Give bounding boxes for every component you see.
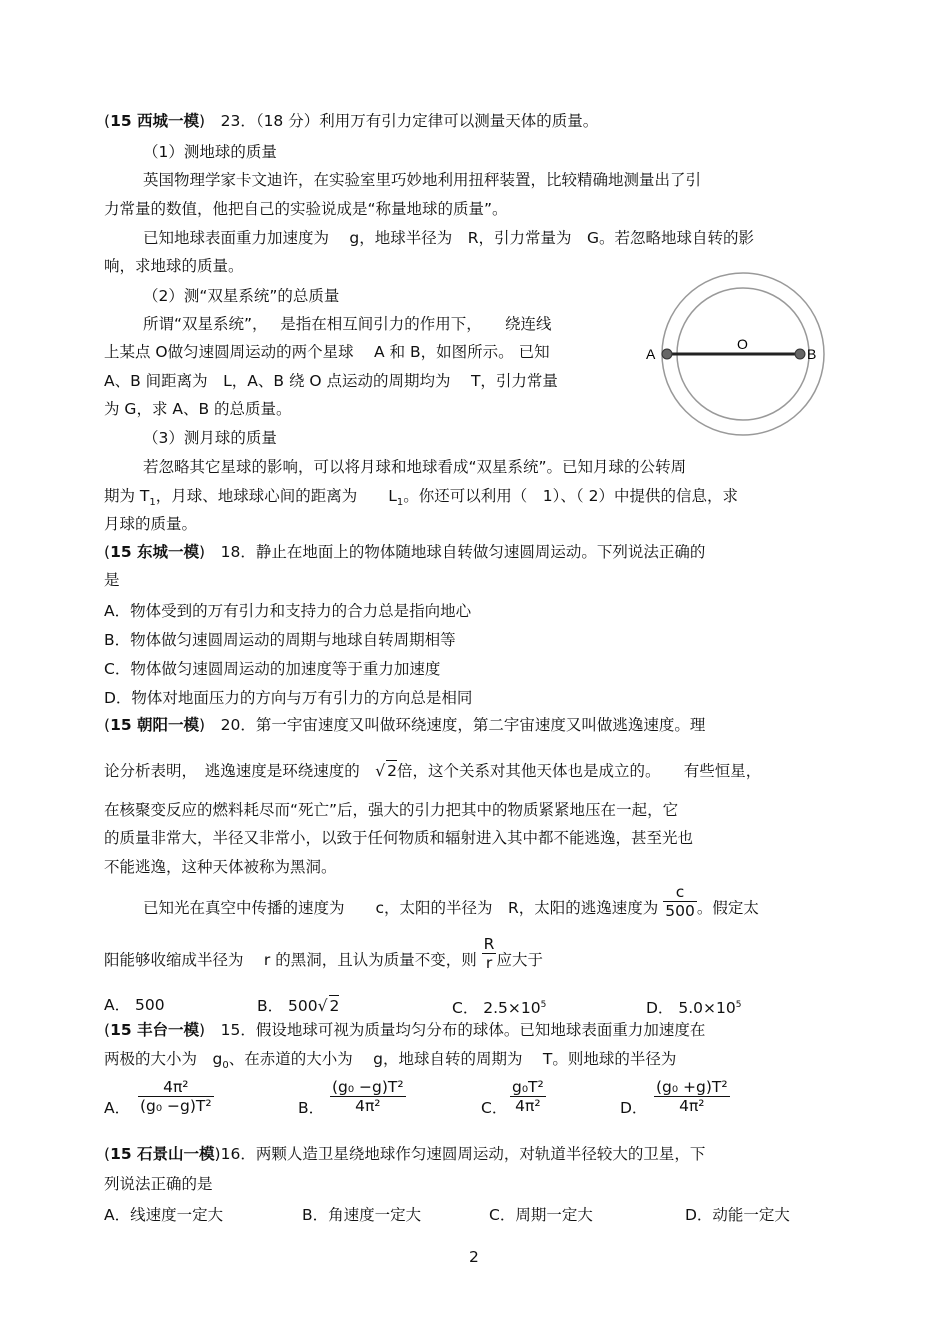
q15-frac-a-den: (g₀ −g)T² [140, 1097, 212, 1115]
q20-line6-b: 。假定太 [696, 899, 759, 917]
binary-star-figure [640, 270, 840, 440]
q15-frac-d-den: 4π² [679, 1097, 705, 1115]
q20-opt-c-text: C． 2.5 [452, 999, 508, 1018]
q15-line2-sub: 0 [222, 1060, 229, 1072]
q20-line4: 的质量非常大，半径又非常小，以致于任何物质和辐射进入其中都不能逃逸，甚至光也 [104, 829, 694, 847]
center-point-o [742, 353, 744, 355]
fraction-c-over-500 [663, 883, 697, 920]
q16-option-d: D．动能一定大 [685, 1206, 790, 1224]
q16-header: (15 石景山一模)16．两颗人造卫星绕地球作匀速圆周运动，对轨道半径较大的卫星，下 [104, 1145, 706, 1163]
q20-option-b: B． 500√ 2 [257, 997, 340, 1015]
q20-line3: 在核聚变反应的燃料耗尽而“死亡”后，强大的引力把其中的物质紧紧地压在一起，它 [104, 801, 679, 819]
q20-opt-b-text: B． 500 [257, 997, 318, 1015]
q20-option-d [646, 995, 741, 1018]
q18-head: 18．静止在地面上的物体随地球自转做匀速圆周运动。下列说法正确的 [220, 543, 706, 561]
frac2-denominator: r [485, 954, 493, 972]
q20-opt-d-text: D． 5.0 [646, 999, 704, 1018]
q23-part1-line4: 响，求地球的质量。 [104, 257, 244, 275]
q16-option-b: B．角速度一定大 [302, 1206, 422, 1224]
q23-part3-title: （3）测月球的质量 [143, 429, 277, 447]
q23-p3-text-a: 期为 T [104, 487, 150, 505]
q23-p3-sub2: 1 [396, 497, 404, 509]
q15-option-d-label: D． [620, 1099, 648, 1117]
q20-option-a: A． 500 [104, 996, 165, 1014]
label-b: B [807, 346, 817, 362]
q20-header: (15 朝阳一模) 20．第一宇宙速度又叫做环绕速度，第二宇宙速度又叫做逃逸速度。理 [104, 716, 706, 734]
q20-line2: 论分析表明， 逃逸速度是环绕速度的 √ 2倍，这个关系对其他天体也是成立的。 有些恒星， [104, 762, 762, 780]
frac1-denominator: 500 [665, 902, 695, 920]
q15-frac-b-den: 4π² [355, 1097, 381, 1115]
q15-frac-c-den: 4π² [515, 1097, 541, 1115]
q20-line7 [104, 935, 543, 972]
q20-line6-a: 已知光在真空中传播的速度为 c，太阳的半径为 R，太阳的逃逸速度为 [143, 899, 659, 917]
q15-head: 15．假设地球可视为质量均匀分布的球体。已知地球表面重力加速度在 [220, 1021, 706, 1039]
q20-option-c [452, 995, 546, 1018]
q20-opt-d-times: ×10 [703, 999, 736, 1018]
q15-option-b [330, 1078, 406, 1115]
q15-option-a [138, 1078, 214, 1115]
q18-option-c: C．物体做匀速圆周运动的加速度等于重力加速度 [104, 660, 441, 678]
frac1-numerator: c [663, 883, 697, 902]
q18-head2: 是 [104, 571, 120, 589]
fraction-r-ratio [482, 935, 497, 972]
q23-p3-text-b: ，月球、地球球心间的距离为 L [155, 487, 397, 505]
q20-line7-a: 阳能够收缩成半径为 r 的黑洞，且认为质量不变，则 [104, 951, 477, 969]
star-a [662, 349, 672, 359]
q23-source: 15 西城一模 [110, 112, 200, 130]
q23-part1-line3: 已知地球表面重力加速度为 g，地球半径为 R，引力常量为 G。若忽略地球自转的影 [143, 229, 755, 247]
q20-line6 [143, 883, 759, 920]
q15-line2-a: 两极的大小为 g [104, 1050, 223, 1068]
q15-frac-b-num: (g₀ −g)T² [332, 1078, 404, 1096]
star-b [795, 349, 805, 359]
label-a: A [646, 346, 656, 362]
q15-option-c [510, 1078, 546, 1115]
q15-frac-c [510, 1078, 546, 1115]
q23-p3-text-c: 。你还可以利用（ 1）、（ 2）中提供的信息，求 [403, 487, 738, 505]
q15-line2-b: 、在赤道的大小为 g，地球自转的周期为 T。则地球的半径为 [228, 1050, 677, 1068]
q20-opt-c-exp: 5 [540, 1000, 547, 1010]
q23-part2-line1: 所谓“双星系统”， 是指在相互间引力的作用下， 绕连线 [143, 315, 552, 333]
q16-line2: 列说法正确的是 [104, 1175, 213, 1193]
q18-option-b: B．物体做匀速圆周运动的周期与地球自转周期相等 [104, 631, 456, 649]
q16-head: 16．两颗人造卫星绕地球作匀速圆周运动，对轨道半径较大的卫星，下 [220, 1145, 706, 1163]
q23-part3-line3: 月球的质量。 [104, 515, 198, 533]
q23-head: 23．（18 分）利用万有引力定律可以测量天体的质量。 [220, 112, 599, 130]
q20-opt-d-exp: 5 [735, 1000, 742, 1010]
q18-option-d: D．物体对地面压力的方向与万有引力的方向总是相同 [104, 689, 473, 707]
q16-option-a: A．线速度一定大 [104, 1206, 224, 1224]
q23-part1-title: （1）测地球的质量 [143, 143, 277, 161]
q23-part2-line3: A、B 间距离为 L，A、B 绕 O 点运动的周期均为 T，引力常量 [104, 372, 558, 390]
q23-header: (15 西城一模) 23．（18 分）利用万有引力定律可以测量天体的质量。 [104, 112, 599, 130]
q15-frac-a-num: 4π² [138, 1078, 214, 1097]
q15-frac-a [138, 1078, 214, 1115]
q15-option-d [654, 1078, 730, 1115]
q18-option-a: A．物体受到的万有引力和支持力的合力总是指向地心 [104, 602, 472, 620]
q15-option-c-label: C． [481, 1099, 508, 1117]
q20-head: 20．第一宇宙速度又叫做环绕速度，第二宇宙速度又叫做逃逸速度。理 [220, 716, 706, 734]
q20-opt-b-radicand: 2 [329, 997, 340, 1015]
q23-part3-line1: 若忽略其它星球的影响，可以将月球和地球看成“双星系统”。已知月球的公转周 [143, 458, 687, 476]
q18-header: (15 东城一模) 18．静止在地面上的物体随地球自转做匀速圆周运动。下列说法正确的 [104, 543, 706, 561]
q16-option-c: C．周期一定大 [489, 1206, 593, 1224]
q18-source: 15 东城一模 [110, 543, 200, 561]
q15-frac-d-num: (g₀ +g)T² [656, 1078, 728, 1096]
q15-option-b-label: B． [298, 1099, 325, 1117]
q15-source: 15 丰台一模 [110, 1021, 200, 1039]
page-number: 2 [469, 1248, 479, 1266]
q15-frac-b [330, 1078, 406, 1115]
q20-line5: 不能逃逸，这种天体被称为黑洞。 [104, 858, 337, 876]
q15-frac-c-num: g₀T² [512, 1078, 544, 1096]
q16-source: 15 石景山一模 [110, 1145, 215, 1163]
q15-frac-d [654, 1078, 730, 1115]
q23-part2-line2: 上某点 O做匀速圆周运动的两个星球 A 和 B，如图所示。 已知 [104, 343, 550, 361]
q20-source: 15 朝阳一模 [110, 716, 200, 734]
q23-part1-line2: 力常量的数值，他把自己的实验说成是“称量地球的质量”。 [104, 200, 508, 218]
q20-line2-b: 倍，这个关系对其他天体也是成立的。 有些恒星， [397, 762, 762, 780]
label-o: O [737, 336, 748, 352]
q20-opt-c-times: ×10 [507, 999, 541, 1018]
q15-option-a-label: A． [104, 1099, 131, 1117]
q15-header: (15 丰台一模) 15．假设地球可视为质量均匀分布的球体。已知地球表面重力加速度在 [104, 1021, 706, 1039]
q20-line7-b: 应大于 [496, 951, 543, 969]
q15-line2 [104, 1049, 676, 1076]
frac2-numerator: R [483, 935, 495, 953]
q20-line2-a: 论分析表明， 逃逸速度是环绕速度的 [104, 762, 376, 780]
q20-sqrt-value: 2 [387, 762, 398, 780]
q23-part2-title: （2）测“双星系统”的总质量 [143, 287, 340, 305]
q23-part2-line4: 为 G，求 A、B 的总质量。 [104, 400, 292, 418]
q23-p3-sub1: 1 [149, 497, 156, 509]
q23-part3-line2 [104, 486, 738, 513]
q23-part1-line1: 英国物理学家卡文迪许，在实验室里巧妙地利用扭秤装置，比较精确地测量出了引 [143, 171, 702, 189]
